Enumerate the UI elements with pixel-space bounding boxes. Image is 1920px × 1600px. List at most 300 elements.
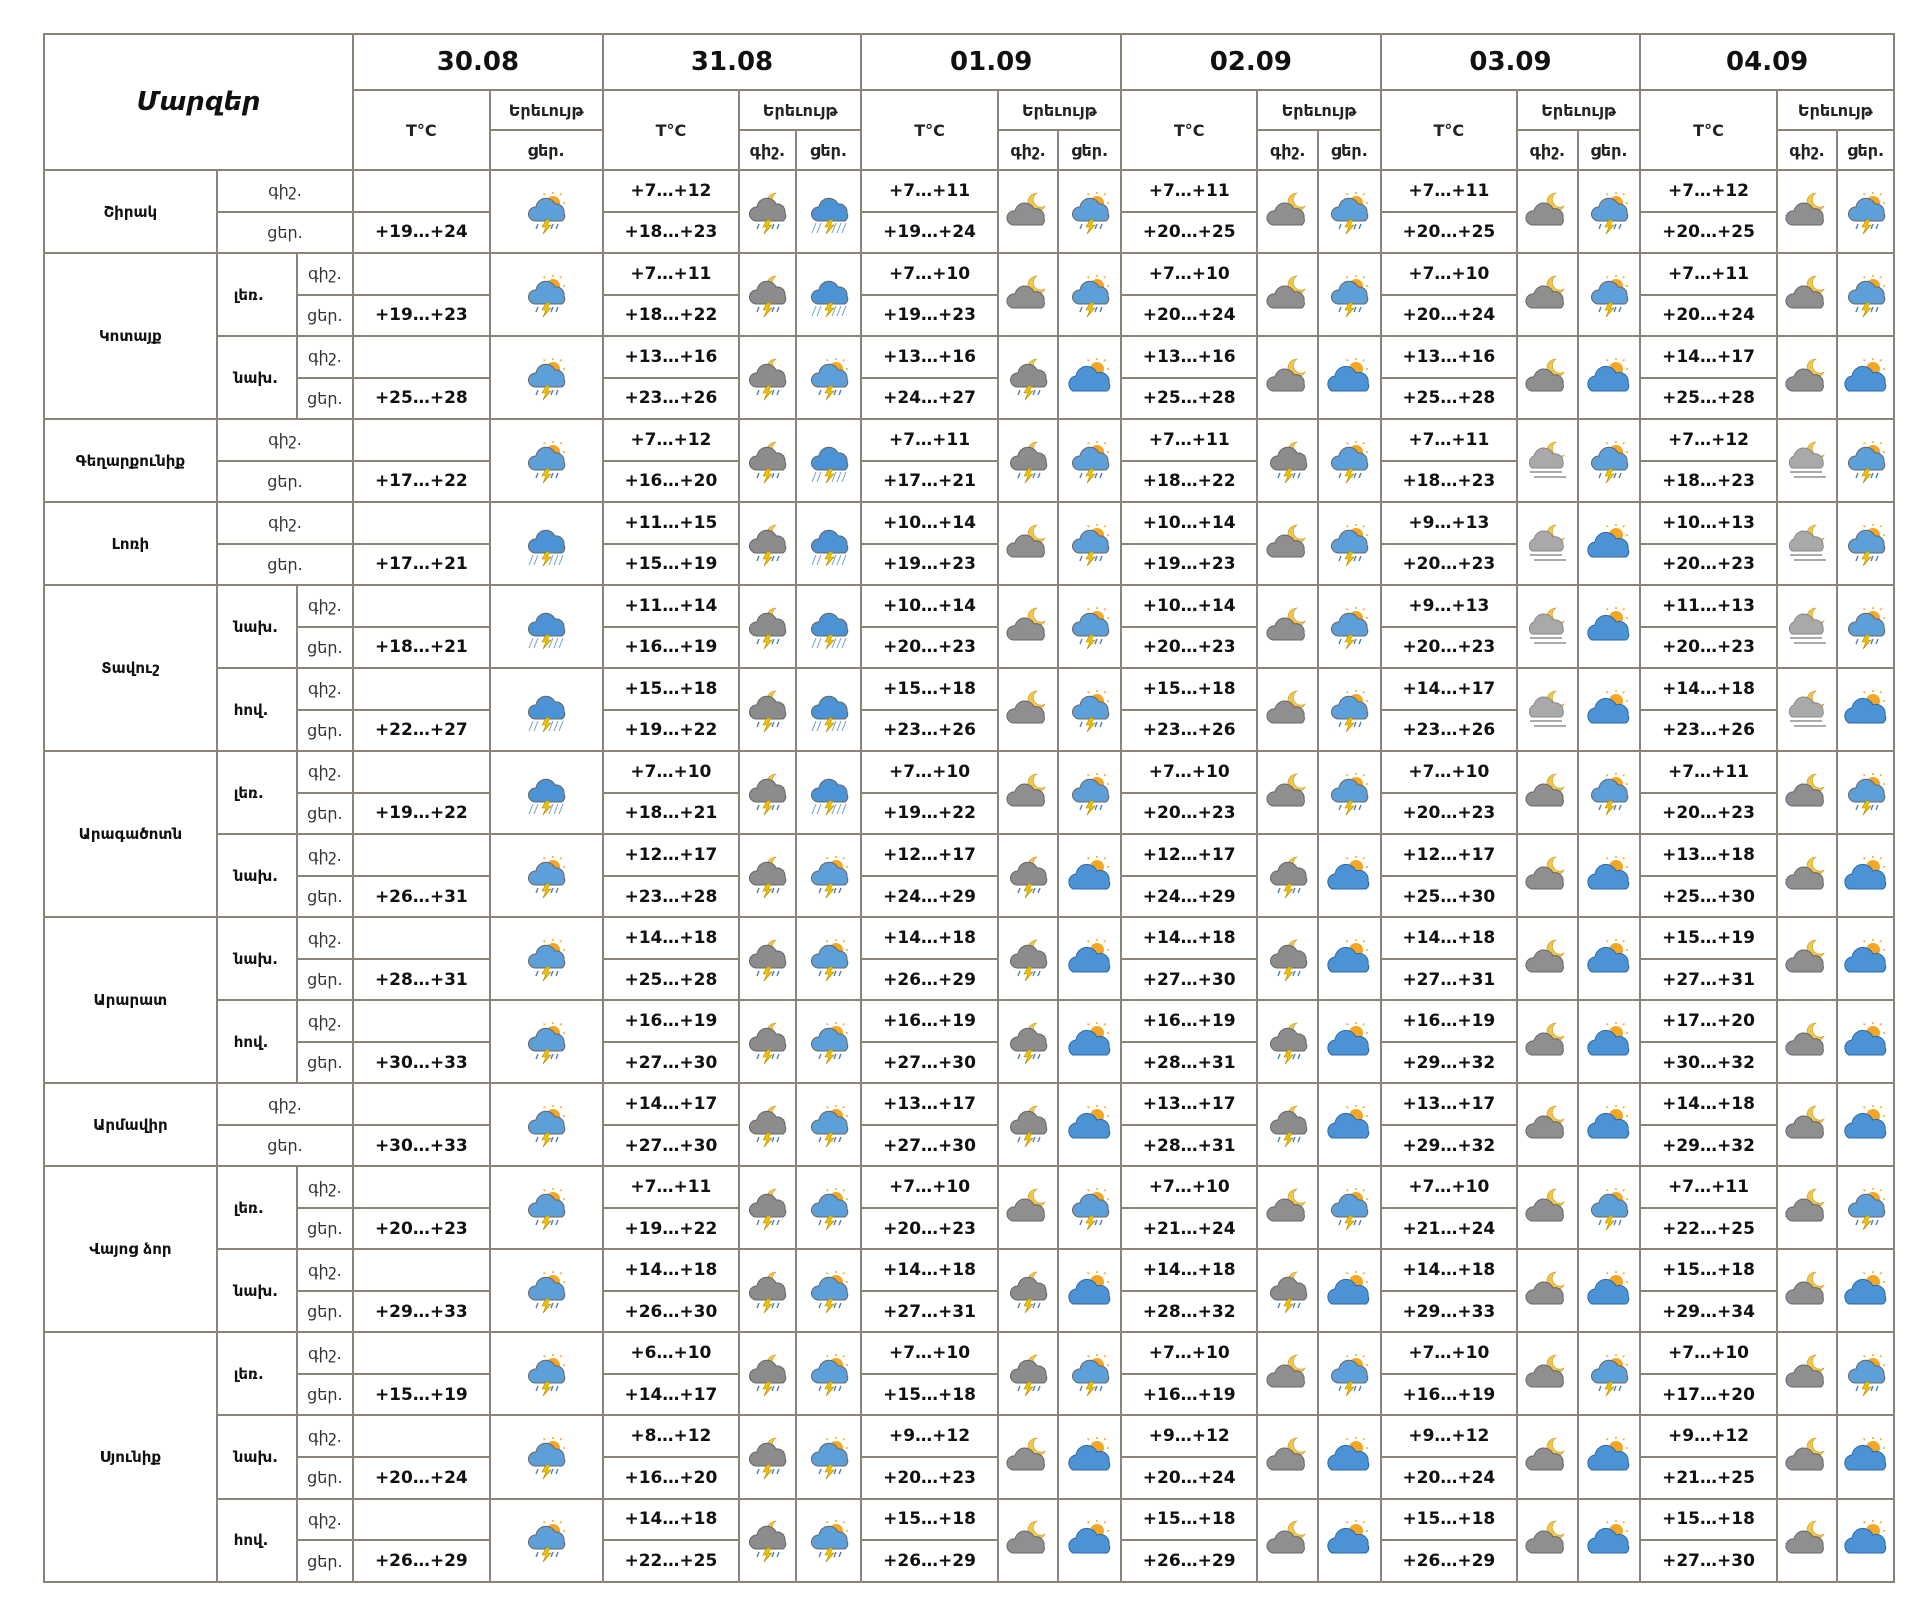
- day-temp: +22…+25: [603, 1540, 739, 1582]
- sun-cloud-storm-icon: [1843, 438, 1889, 484]
- day-temp: +29…+34: [1640, 1291, 1776, 1333]
- night-cloudy-icon: [1005, 1434, 1051, 1480]
- night-weather-cell: [1777, 419, 1838, 502]
- region-name: Արագածոտն: [44, 751, 217, 917]
- sun-cloud-storm-icon: [1586, 450, 1632, 469]
- night-cloudy-icon: [1005, 1517, 1051, 1563]
- cloud-rain-heavy-icon: [806, 438, 852, 484]
- night-weather-cell: [1517, 253, 1578, 336]
- sun-cloud-icon: [1586, 948, 1632, 967]
- day-temp: +29…+33: [353, 1291, 489, 1333]
- sun-cloud-icon: [1067, 1446, 1113, 1465]
- night-temp: +15…+18: [1640, 1499, 1776, 1541]
- cloud-rain-heavy-icon: [806, 533, 852, 552]
- day-weather-cell: [796, 253, 862, 336]
- sun-cloud-icon: [1326, 367, 1372, 386]
- sun-cloud-storm-icon: [1067, 201, 1113, 220]
- night-storm-icon: [744, 1530, 790, 1549]
- night-label: գիշ.: [297, 336, 354, 378]
- table-row: [44, 1499, 1894, 1541]
- night-storm-icon: [744, 1019, 790, 1065]
- night-storm-icon: [1005, 450, 1051, 469]
- night-header: գիշ.: [998, 130, 1059, 170]
- night-temp: +10…+14: [1121, 585, 1257, 627]
- sun-cloud-storm-icon: [806, 1530, 852, 1549]
- day-label: ցեր.: [297, 1540, 354, 1582]
- night-storm-icon: [1005, 936, 1051, 982]
- night-temp: +7…+11: [861, 419, 997, 461]
- night-cloudy-icon: [1784, 1530, 1830, 1549]
- day-weather-cell: [490, 1415, 603, 1498]
- sun-cloud-storm-icon: [1586, 189, 1632, 235]
- night-fog-icon: [1784, 438, 1830, 484]
- sun-cloud-storm-icon: [806, 1280, 852, 1299]
- day-weather-cell: [796, 1000, 862, 1083]
- day-weather-cell: [1837, 1332, 1894, 1415]
- day-weather-cell: [1578, 834, 1641, 917]
- night-temp: +9…+12: [1121, 1415, 1257, 1457]
- date-header: 04.09: [1640, 34, 1894, 90]
- sun-cloud-storm-icon: [1067, 438, 1113, 484]
- night-weather-cell: [1257, 336, 1318, 419]
- day-weather-cell: [1578, 585, 1641, 668]
- sun-cloud-storm-icon: [1326, 1363, 1372, 1382]
- night-temp: +13…+16: [1381, 336, 1517, 378]
- temp-header: T°C: [1640, 90, 1776, 170]
- night-temp: +13…+16: [861, 336, 997, 378]
- sun-cloud-storm-icon: [1067, 533, 1113, 552]
- night-weather-cell: [998, 170, 1059, 253]
- day-temp: +25…+30: [1381, 876, 1517, 918]
- night-cloudy-icon: [1784, 770, 1830, 816]
- night-cloudy-icon: [1524, 1019, 1570, 1065]
- night-weather-cell: [1517, 751, 1578, 834]
- cloud-rain-heavy-icon: [806, 521, 852, 567]
- night-storm-icon: [744, 1197, 790, 1216]
- sun-cloud-icon: [1067, 853, 1113, 899]
- night-label: գիշ.: [217, 1083, 353, 1125]
- sun-cloud-icon: [1586, 604, 1632, 650]
- night-storm-icon: [744, 936, 790, 982]
- sun-cloud-icon: [1843, 1031, 1889, 1050]
- night-weather-cell: [1517, 1166, 1578, 1249]
- weather-header: Երեւույթ: [1517, 90, 1640, 130]
- sun-cloud-storm-icon: [1326, 782, 1372, 801]
- day-temp: +23…+26: [603, 378, 739, 420]
- night-temp: [353, 1000, 489, 1042]
- sun-cloud-storm-icon: [523, 1446, 569, 1465]
- night-cloudy-icon: [1784, 355, 1830, 401]
- day-temp: +26…+29: [1381, 1540, 1517, 1582]
- night-storm-icon: [744, 699, 790, 718]
- night-weather-cell: [739, 1499, 796, 1583]
- night-cloudy-icon: [1005, 687, 1051, 733]
- night-cloudy-icon: [1524, 1517, 1570, 1563]
- night-cloudy-icon: [1524, 1530, 1570, 1549]
- sun-cloud-storm-icon: [523, 1102, 569, 1148]
- day-temp: +29…+32: [1381, 1125, 1517, 1167]
- sun-cloud-icon: [1586, 1019, 1632, 1065]
- day-weather-cell: [1578, 1249, 1641, 1332]
- night-storm-icon: [1265, 438, 1311, 484]
- sun-cloud-icon: [1843, 367, 1889, 386]
- table-row: [44, 419, 1894, 461]
- day-weather-cell: [1578, 170, 1641, 253]
- day-temp: +28…+32: [1121, 1291, 1257, 1333]
- day-temp: +23…+26: [1121, 710, 1257, 752]
- sun-cloud-icon: [1843, 936, 1889, 982]
- date-header: 02.09: [1121, 34, 1381, 90]
- day-temp: +19…+24: [353, 212, 489, 254]
- day-weather-cell: [1318, 419, 1381, 502]
- day-temp: +18…+23: [1640, 461, 1776, 503]
- sun-cloud-storm-icon: [1843, 201, 1889, 220]
- night-weather-cell: [1517, 1000, 1578, 1083]
- night-cloudy-icon: [1784, 782, 1830, 801]
- sun-cloud-storm-icon: [1843, 272, 1889, 318]
- night-storm-icon: [744, 521, 790, 567]
- night-weather-cell: [1257, 668, 1318, 751]
- sun-cloud-icon: [1843, 1019, 1889, 1065]
- night-cloudy-icon: [1784, 865, 1830, 884]
- day-weather-cell: [1318, 668, 1381, 751]
- night-cloudy-icon: [1524, 865, 1570, 884]
- night-temp: +7…+10: [1121, 1332, 1257, 1374]
- night-cloudy-icon: [1005, 616, 1051, 635]
- sun-cloud-icon: [1586, 1268, 1632, 1314]
- night-cloudy-icon: [1005, 770, 1051, 816]
- day-temp: +19…+23: [1121, 544, 1257, 586]
- night-temp: +12…+17: [603, 834, 739, 876]
- sun-cloud-icon: [1843, 1280, 1889, 1299]
- night-storm-icon: [744, 1268, 790, 1314]
- night-temp: +9…+12: [1381, 1415, 1517, 1457]
- night-cloudy-icon: [1524, 1114, 1570, 1133]
- zone-label: նախ.: [217, 1249, 297, 1332]
- sun-cloud-icon: [1586, 1530, 1632, 1549]
- night-storm-icon: [1005, 1102, 1051, 1148]
- day-temp: +27…+30: [861, 1042, 997, 1084]
- night-temp: +13…+16: [1121, 336, 1257, 378]
- sun-cloud-icon: [1843, 687, 1889, 733]
- sun-cloud-icon: [1326, 1280, 1372, 1299]
- day-weather-cell: [1318, 1166, 1381, 1249]
- night-cloudy-icon: [1265, 604, 1311, 650]
- day-weather-cell: [1837, 1000, 1894, 1083]
- day-weather-cell: [796, 1166, 862, 1249]
- day-weather-cell: [1578, 668, 1641, 751]
- day-temp: +20…+24: [1381, 295, 1517, 337]
- night-temp: +7…+12: [1640, 419, 1776, 461]
- day-temp: +21…+25: [1640, 1457, 1776, 1499]
- night-cloudy-icon: [1265, 1446, 1311, 1465]
- night-cloudy-icon: [1005, 699, 1051, 718]
- table-row: [44, 1415, 1894, 1457]
- night-temp: +11…+15: [603, 502, 739, 544]
- day-label: ցեր.: [297, 1042, 354, 1084]
- night-cloudy-icon: [1005, 1185, 1051, 1231]
- night-weather-cell: [1517, 1499, 1578, 1583]
- day-weather-cell: [1837, 253, 1894, 336]
- zone-label: հով.: [217, 668, 297, 751]
- night-weather-cell: [1257, 419, 1318, 502]
- day-weather-cell: [1837, 1249, 1894, 1332]
- day-weather-cell: [1058, 1083, 1121, 1166]
- day-weather-cell: [796, 1499, 862, 1583]
- zone-label: նախ.: [217, 1415, 297, 1498]
- day-temp: +27…+30: [1640, 1540, 1776, 1582]
- sun-cloud-icon: [1326, 1268, 1372, 1314]
- day-weather-cell: [1578, 1332, 1641, 1415]
- night-temp: +7…+11: [1640, 751, 1776, 793]
- night-cloudy-icon: [1005, 201, 1051, 220]
- day-temp: +30…+33: [353, 1125, 489, 1167]
- zone-label: լեռ.: [217, 1332, 297, 1415]
- region-name: Արարատ: [44, 917, 217, 1083]
- day-weather-cell: [1578, 336, 1641, 419]
- night-cloudy-icon: [1784, 948, 1830, 967]
- night-weather-cell: [998, 336, 1059, 419]
- night-fog-icon: [1524, 438, 1570, 484]
- day-weather-cell: [1318, 1249, 1381, 1332]
- night-cloudy-icon: [1524, 1351, 1570, 1397]
- day-temp: +27…+31: [861, 1291, 997, 1333]
- day-weather-cell: [1318, 1332, 1381, 1415]
- cloud-rain-heavy-icon: [806, 687, 852, 733]
- day-weather-cell: [1058, 1000, 1121, 1083]
- night-label: գիշ.: [217, 419, 353, 461]
- weather-header: Երեւույթ: [1777, 90, 1894, 130]
- zone-label: նախ.: [217, 917, 297, 1000]
- cloud-rain-heavy-icon: [523, 770, 569, 816]
- night-header: գիշ.: [739, 130, 796, 170]
- day-temp: +20…+24: [1121, 1457, 1257, 1499]
- night-cloudy-icon: [1524, 782, 1570, 801]
- sun-cloud-storm-icon: [1067, 1351, 1113, 1397]
- day-weather-cell: [490, 419, 603, 502]
- day-weather-cell: [1578, 1000, 1641, 1083]
- day-weather-cell: [1837, 668, 1894, 751]
- night-temp: [353, 751, 489, 793]
- day-weather-cell: [490, 336, 603, 419]
- day-temp: +22…+27: [353, 710, 489, 752]
- night-temp: +7…+11: [603, 253, 739, 295]
- sun-cloud-storm-icon: [1586, 1185, 1632, 1231]
- day-label: ցեր.: [297, 959, 354, 1001]
- night-storm-icon: [1265, 1268, 1311, 1314]
- day-weather-cell: [490, 1000, 603, 1083]
- night-cloudy-icon: [1784, 1517, 1830, 1563]
- sun-cloud-storm-icon: [1326, 1185, 1372, 1231]
- night-temp: +12…+17: [1121, 834, 1257, 876]
- day-temp: +23…+26: [1640, 710, 1776, 752]
- night-weather-cell: [739, 1083, 796, 1166]
- day-temp: +29…+32: [1381, 1042, 1517, 1084]
- day-weather-cell: [490, 834, 603, 917]
- night-temp: +7…+10: [1381, 751, 1517, 793]
- day-label: ցեր.: [297, 378, 354, 420]
- day-temp: +26…+29: [353, 1540, 489, 1582]
- sun-cloud-icon: [1843, 699, 1889, 718]
- night-temp: +7…+10: [1381, 1166, 1517, 1208]
- table-row: [44, 585, 1894, 627]
- sun-cloud-icon: [1586, 1102, 1632, 1148]
- night-weather-cell: [998, 585, 1059, 668]
- day-temp: +26…+30: [603, 1291, 739, 1333]
- night-temp: +16…+19: [603, 1000, 739, 1042]
- night-label: գիշ.: [297, 1249, 354, 1291]
- night-weather-cell: [739, 1000, 796, 1083]
- sun-cloud-storm-icon: [1067, 1197, 1113, 1216]
- temp-header: T°C: [353, 90, 489, 170]
- date-header: 31.08: [603, 34, 862, 90]
- sun-cloud-icon: [1067, 355, 1113, 401]
- day-weather-cell: [796, 834, 862, 917]
- day-label: ցեր.: [297, 876, 354, 918]
- night-temp: [353, 1249, 489, 1291]
- night-cloudy-icon: [1784, 189, 1830, 235]
- sun-cloud-icon: [1326, 1019, 1372, 1065]
- night-weather-cell: [998, 1499, 1059, 1583]
- night-weather-cell: [1517, 1332, 1578, 1415]
- sun-cloud-icon: [1586, 699, 1632, 718]
- night-cloudy-icon: [1524, 1031, 1570, 1050]
- sun-cloud-storm-icon: [523, 272, 569, 318]
- sun-cloud-storm-icon: [1843, 782, 1889, 801]
- night-weather-cell: [1257, 1000, 1318, 1083]
- day-weather-cell: [1058, 917, 1121, 1000]
- sun-cloud-storm-icon: [523, 438, 569, 484]
- night-storm-icon: [744, 865, 790, 884]
- sun-cloud-icon: [1843, 1517, 1889, 1563]
- day-temp: +22…+25: [1640, 1208, 1776, 1250]
- day-temp: +25…+30: [1640, 876, 1776, 918]
- night-weather-cell: [998, 1083, 1059, 1166]
- night-cloudy-icon: [1524, 1102, 1570, 1148]
- sun-cloud-storm-icon: [523, 936, 569, 982]
- night-storm-icon: [1265, 853, 1311, 899]
- night-storm-icon: [1005, 865, 1051, 884]
- night-storm-icon: [744, 616, 790, 635]
- sun-cloud-storm-icon: [806, 355, 852, 401]
- table-row: [44, 1249, 1894, 1291]
- sun-cloud-storm-icon: [523, 450, 569, 469]
- night-weather-cell: [1257, 834, 1318, 917]
- night-storm-icon: [1265, 948, 1311, 967]
- night-storm-icon: [744, 1185, 790, 1231]
- sun-cloud-icon: [1586, 1031, 1632, 1050]
- night-weather-cell: [1777, 1083, 1838, 1166]
- night-temp: +11…+13: [1640, 585, 1776, 627]
- night-cloudy-icon: [1524, 201, 1570, 220]
- day-weather-cell: [490, 751, 603, 834]
- night-fog-icon: [1524, 450, 1570, 469]
- day-weather-cell: [1578, 751, 1641, 834]
- night-cloudy-icon: [1524, 1197, 1570, 1216]
- day-temp: +20…+24: [1640, 295, 1776, 337]
- night-weather-cell: [998, 1000, 1059, 1083]
- day-weather-cell: [490, 585, 603, 668]
- day-label: ցեր.: [297, 1374, 354, 1416]
- night-cloudy-icon: [1265, 189, 1311, 235]
- night-temp: +14…+18: [1121, 1249, 1257, 1291]
- night-weather-cell: [739, 502, 796, 585]
- night-temp: +7…+10: [1121, 253, 1257, 295]
- night-cloudy-icon: [1784, 853, 1830, 899]
- night-temp: +8…+12: [603, 1415, 739, 1457]
- night-cloudy-icon: [1524, 355, 1570, 401]
- day-weather-cell: [1578, 1415, 1641, 1498]
- night-cloudy-icon: [1784, 367, 1830, 386]
- night-temp: +14…+18: [1121, 917, 1257, 959]
- day-temp: +27…+30: [603, 1042, 739, 1084]
- night-cloudy-icon: [1784, 1280, 1830, 1299]
- day-label: ցեր.: [297, 1457, 354, 1499]
- sun-cloud-storm-icon: [1843, 1197, 1889, 1216]
- night-cloudy-icon: [1784, 284, 1830, 303]
- day-temp: +20…+23: [1640, 544, 1776, 586]
- night-weather-cell: [739, 585, 796, 668]
- sun-cloud-icon: [1326, 948, 1372, 967]
- day-weather-cell: [1318, 1415, 1381, 1498]
- night-fog-icon: [1784, 699, 1830, 718]
- day-weather-cell: [1318, 170, 1381, 253]
- night-temp: +9…+12: [1640, 1415, 1776, 1457]
- sun-cloud-icon: [1843, 948, 1889, 967]
- table-row: [44, 502, 1894, 544]
- sun-cloud-icon: [1586, 865, 1632, 884]
- night-storm-icon: [744, 355, 790, 401]
- cloud-rain-heavy-icon: [806, 189, 852, 235]
- night-fog-icon: [1524, 616, 1570, 635]
- sun-cloud-storm-icon: [523, 1280, 569, 1299]
- day-temp: +20…+23: [1121, 627, 1257, 669]
- day-temp: +26…+29: [861, 959, 997, 1001]
- night-weather-cell: [1517, 1083, 1578, 1166]
- cloud-rain-heavy-icon: [806, 272, 852, 318]
- night-storm-icon: [744, 782, 790, 801]
- night-storm-icon: [744, 604, 790, 650]
- sun-cloud-icon: [1586, 533, 1632, 552]
- night-cloudy-icon: [1784, 1031, 1830, 1050]
- sun-cloud-storm-icon: [806, 367, 852, 386]
- region-name: Վայոց ձոր: [44, 1166, 217, 1332]
- day-temp: +19…+24: [861, 212, 997, 254]
- day-temp: +15…+19: [603, 544, 739, 586]
- night-cloudy-icon: [1524, 936, 1570, 982]
- night-weather-cell: [998, 1415, 1059, 1498]
- sun-cloud-storm-icon: [1586, 284, 1632, 303]
- day-header: ցեր.: [1058, 130, 1121, 170]
- sun-cloud-icon: [1586, 853, 1632, 899]
- night-temp: +7…+10: [861, 751, 997, 793]
- day-weather-cell: [1837, 917, 1894, 1000]
- sun-cloud-storm-icon: [1326, 770, 1372, 816]
- sun-cloud-storm-icon: [806, 1363, 852, 1382]
- night-cloudy-icon: [1005, 272, 1051, 318]
- night-storm-icon: [1265, 1102, 1311, 1148]
- night-storm-icon: [744, 450, 790, 469]
- sun-cloud-icon: [1067, 865, 1113, 884]
- day-temp: +16…+19: [1381, 1374, 1517, 1416]
- night-fog-icon: [1524, 687, 1570, 733]
- night-cloudy-icon: [1265, 1197, 1311, 1216]
- night-storm-icon: [1265, 1280, 1311, 1299]
- zone-label: լեռ.: [217, 253, 297, 336]
- sun-cloud-storm-icon: [1326, 533, 1372, 552]
- day-temp: +27…+31: [1381, 959, 1517, 1001]
- sun-cloud-storm-icon: [1067, 770, 1113, 816]
